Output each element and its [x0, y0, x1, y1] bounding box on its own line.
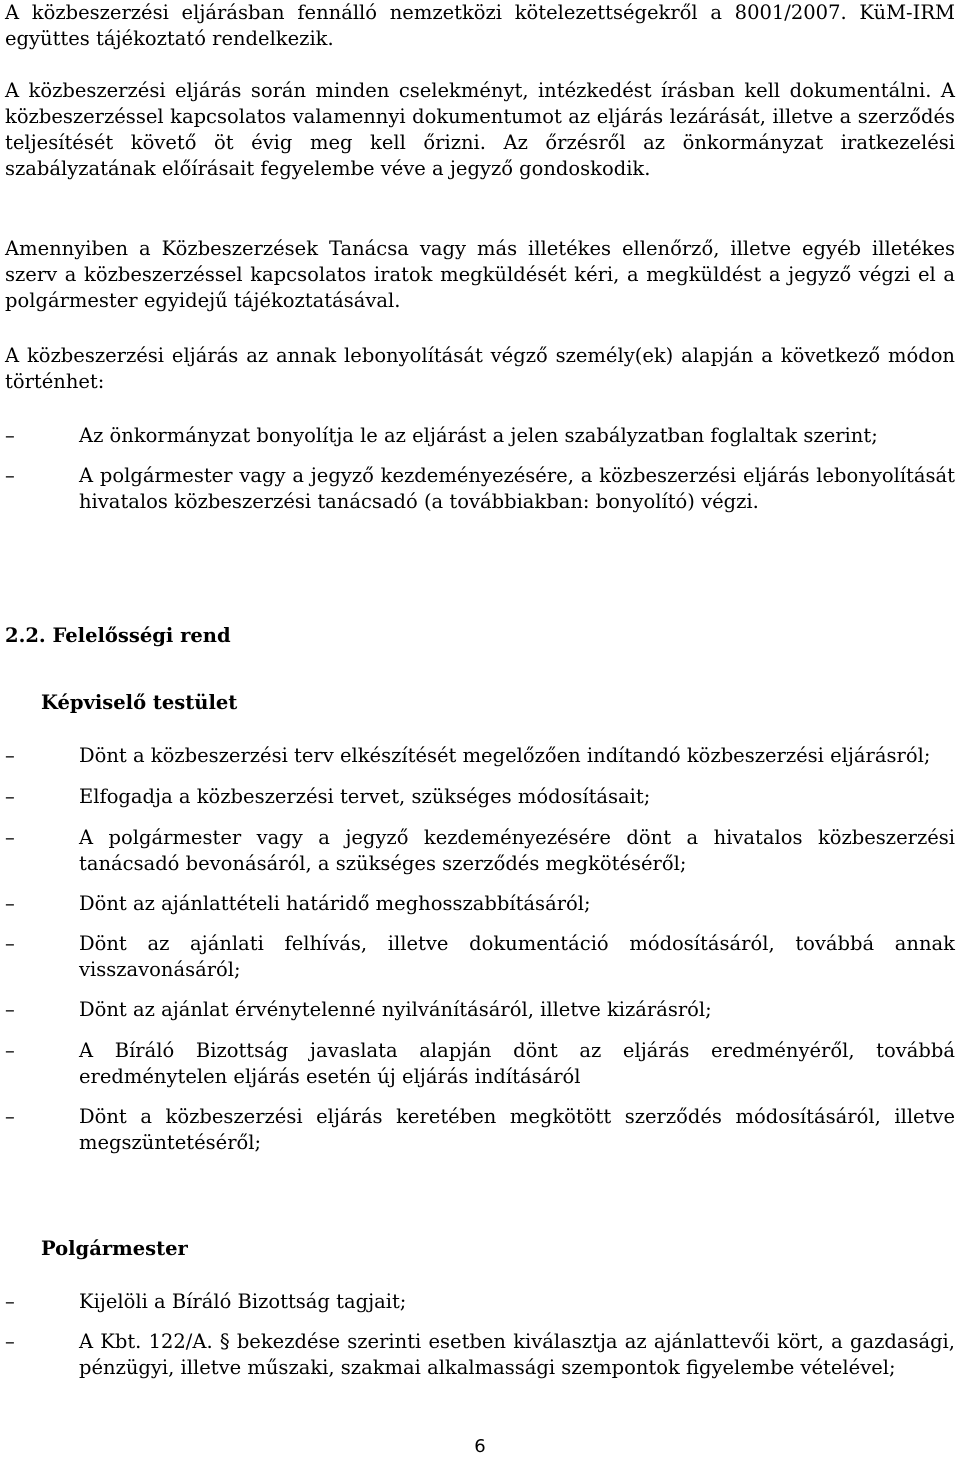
- list-item: – A polgármester vagy a jegyző kezdeményezésére dönt a hivatalos közbeszerzési tanácsadó bevonásáról, a szükséges szerződés megkötéséről;: [5, 826, 955, 875]
- dash-bullet: –: [5, 464, 15, 487]
- list-item: – Elfogadja a közbeszerzési tervet, szükséges módosításait;: [5, 785, 651, 808]
- list-item: – A Kbt. 122/A. § bekezdése szerinti esetben kiválasztja az ajánlattevői kört, a gazdasági, pénzügyi, illetve műszaki, szakmai alkalmassági szempontok figyelembe vételével;: [5, 1330, 955, 1379]
- dash-bullet: –: [5, 932, 15, 955]
- list-item: – Az önkormányzat bonyolítja le az eljárást a jelen szabályzatban foglaltak szerint;: [5, 424, 878, 447]
- dash-bullet: –: [5, 826, 15, 849]
- mayor-heading: Polgármester: [41, 1237, 188, 1260]
- dash-bullet: –: [5, 1039, 15, 1062]
- list-item: – Dönt az ajánlat érvénytelenné nyilvánításáról, illetve kizárásról;: [5, 998, 712, 1021]
- dash-bullet: –: [5, 1290, 15, 1313]
- list-item: – Kijelöli a Bíráló Bizottság tagjait;: [5, 1290, 407, 1313]
- list-item: – Dönt a közbeszerzési terv elkészítését megelőzően indítandó közbeszerzési eljárásról;: [5, 744, 931, 767]
- paragraph-documentation: A közbeszerzési eljárás során minden cselekményt, intézkedést írásban kell dokumentálni. A közbeszerzéssel kapcsolatos valamennyi dokumentumot az eljárás lezárását, illetve a szerződés teljesítését követő öt évig meg kell őrizni. Az őrzésről az önkormányzat iratkezelési szabályzatának előírásait fegyelembe véve a jegyző gondoskodik.: [5, 79, 955, 180]
- dash-bullet: –: [5, 1105, 15, 1128]
- board-heading: Képviselő testület: [41, 691, 238, 714]
- list-item: – Dönt az ajánlati felhívás, illetve dokumentáció módosításáról, továbbá annak visszavonásáról;: [5, 932, 955, 981]
- paragraph-international-obligations: A közbeszerzési eljárásban fennálló nemzetközi kötelezettségekről a 8001/2007. KüM-IRM együttes tájékoztató rendelkezik.: [5, 1, 955, 50]
- paragraph-procedure-intro: A közbeszerzési eljárás az annak lebonyolítását végző személy(ek) alapján a következő módon történhet:: [5, 344, 955, 393]
- mayor-responsibilities-list: [5, 1289, 955, 1381]
- board-responsibilities-list: [5, 743, 955, 1156]
- list-item: – A polgármester vagy a jegyző kezdeményezésére, a közbeszerzési eljárás lebonyolítását hivatalos közbeszerzési tanácsadó (a továbbiakban: bonyolító) végzi.: [5, 464, 955, 513]
- dash-bullet: –: [5, 1330, 15, 1353]
- list-item: – Dönt az ajánlattételi határidő meghosszabbításáról;: [5, 892, 591, 915]
- dash-bullet: –: [5, 424, 15, 447]
- dash-bullet: –: [5, 785, 15, 808]
- dash-bullet: –: [5, 744, 15, 767]
- paragraph-document-submission: Amennyiben a Közbeszerzések Tanácsa vagy más illetékes ellenőrző, illetve egyéb illetékes szerv a közbeszerzéssel kapcsolatos iratok megküldését kéri, a megküldést a jegyző végzi el a polgármester egyidejű tájékoztatásával.: [5, 237, 955, 312]
- procedure-list: [5, 423, 955, 515]
- dash-bullet: –: [5, 998, 15, 1021]
- section-heading: 2.2. Felelősségi rend: [5, 624, 231, 647]
- dash-bullet: –: [5, 892, 15, 915]
- list-item: – Dönt a közbeszerzési eljárás keretében megkötött szerződés módosításáról, illetve megszüntetéséről;: [5, 1105, 955, 1154]
- page-number: 6: [474, 1436, 486, 1457]
- list-item: – A Bíráló Bizottság javaslata alapján dönt az eljárás eredményéről, továbbá eredménytelen eljárás esetén új eljárás indításáról: [5, 1039, 955, 1088]
